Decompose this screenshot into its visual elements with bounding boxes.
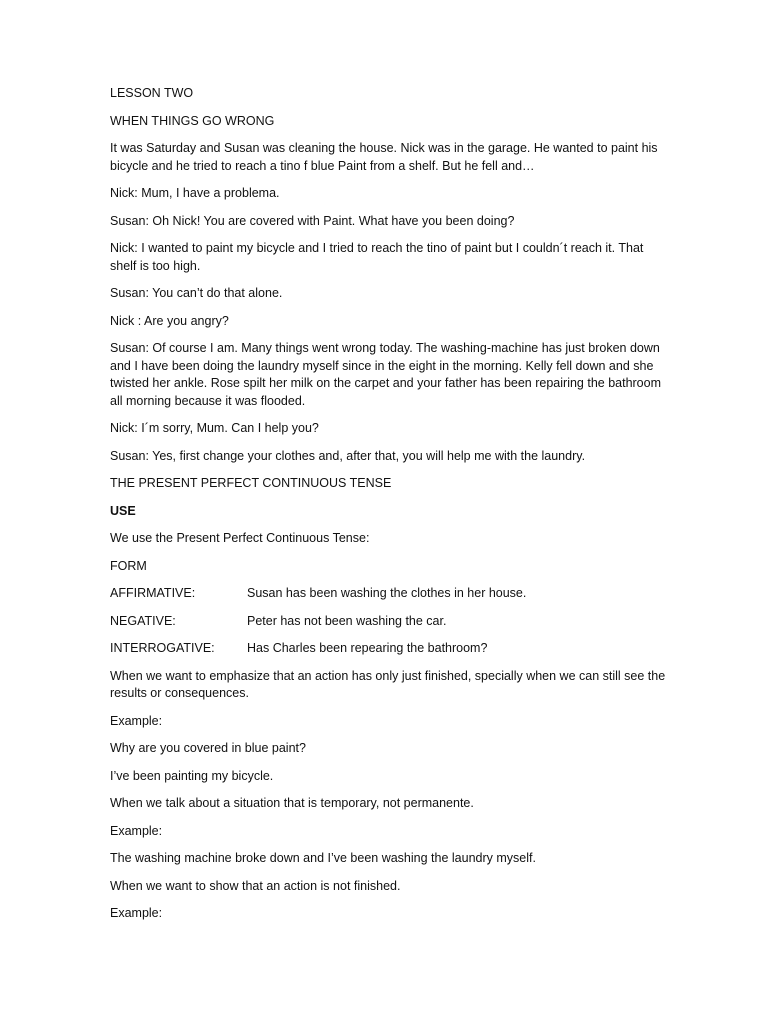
form-row-affirmative — [110, 585, 670, 603]
intro-paragraph: It was Saturday and Susan was cleaning the house. Nick was in the garage. He wanted to paint his bicycle and he tried to reach a tino f blue Paint from a shelf. But he fell and… — [110, 141, 658, 173]
lesson-title: LESSON TWO — [110, 86, 194, 100]
example-label: Example: — [110, 713, 163, 728]
dialogue-line: Susan: Oh Nick! You are covered with Paint. What have you been doing? — [110, 213, 515, 228]
use-rule: When we talk about a situation that is temporary, not permanente. — [110, 796, 474, 810]
use-heading: USE — [110, 503, 136, 518]
form-row-interrogative — [110, 640, 670, 658]
dialogue-line: Susan: Of course I am. Many things went wrong today. The washing-machine has just broken down and I have been doing the laundry myself since in the eight in the morning. Kelly fell down and she twisted her ankle. Rose spilt her milk on the carpet and your father has been repairing the bathroom all morning because it was flooded. — [110, 341, 662, 408]
form-label: INTERROGATIVE: — [110, 641, 215, 655]
example-label: Example: — [110, 906, 163, 920]
dialogue-line: Susan: Yes, first change your clothes and, after that, you will help me with the laundry. — [110, 448, 586, 463]
form-label: AFFIRMATIVE: — [110, 586, 196, 600]
dialogue-line: Nick : Are you angry? — [110, 313, 229, 328]
dialogue-line: Nick: Mum, I have a problema. — [110, 186, 280, 200]
example-sentence: Why are you covered in blue paint? — [110, 741, 306, 755]
use-rule: When we want to show that an action is not finished. — [110, 878, 401, 893]
document-page — [110, 85, 670, 933]
form-label: NEGATIVE: — [110, 613, 176, 628]
form-row-negative — [110, 613, 670, 631]
example-label: Example: — [110, 823, 163, 838]
dialogue-line: Nick: I´m sorry, Mum. Can I help you? — [110, 421, 319, 435]
story-title: WHEN THINGS GO WRONG — [110, 113, 275, 128]
grammar-title: THE PRESENT PERFECT CONTINUOUS TENSE — [110, 476, 392, 490]
form-example: Susan has been washing the clothes in her house. — [247, 586, 527, 600]
example-sentence: I’ve been painting my bicycle. — [110, 768, 274, 783]
dialogue-line: Nick: I wanted to paint my bicycle and I tried to reach the tino of paint but I couldn´t reach it. That shelf is too high. — [110, 241, 644, 273]
form-example: Has Charles been repearing the bathroom? — [247, 641, 488, 655]
dialogue-line: Susan: You can’t do that alone. — [110, 286, 283, 300]
use-intro: We use the Present Perfect Continuous Tense: — [110, 531, 370, 545]
form-example: Peter has not been washing the car. — [247, 613, 447, 628]
use-rule: When we want to emphasize that an action has only just finished, specially when we can still see the results or consequences. — [110, 668, 666, 700]
form-heading: FORM — [110, 558, 147, 573]
example-sentence: The washing machine broke down and I’ve been washing the laundry myself. — [110, 851, 536, 865]
